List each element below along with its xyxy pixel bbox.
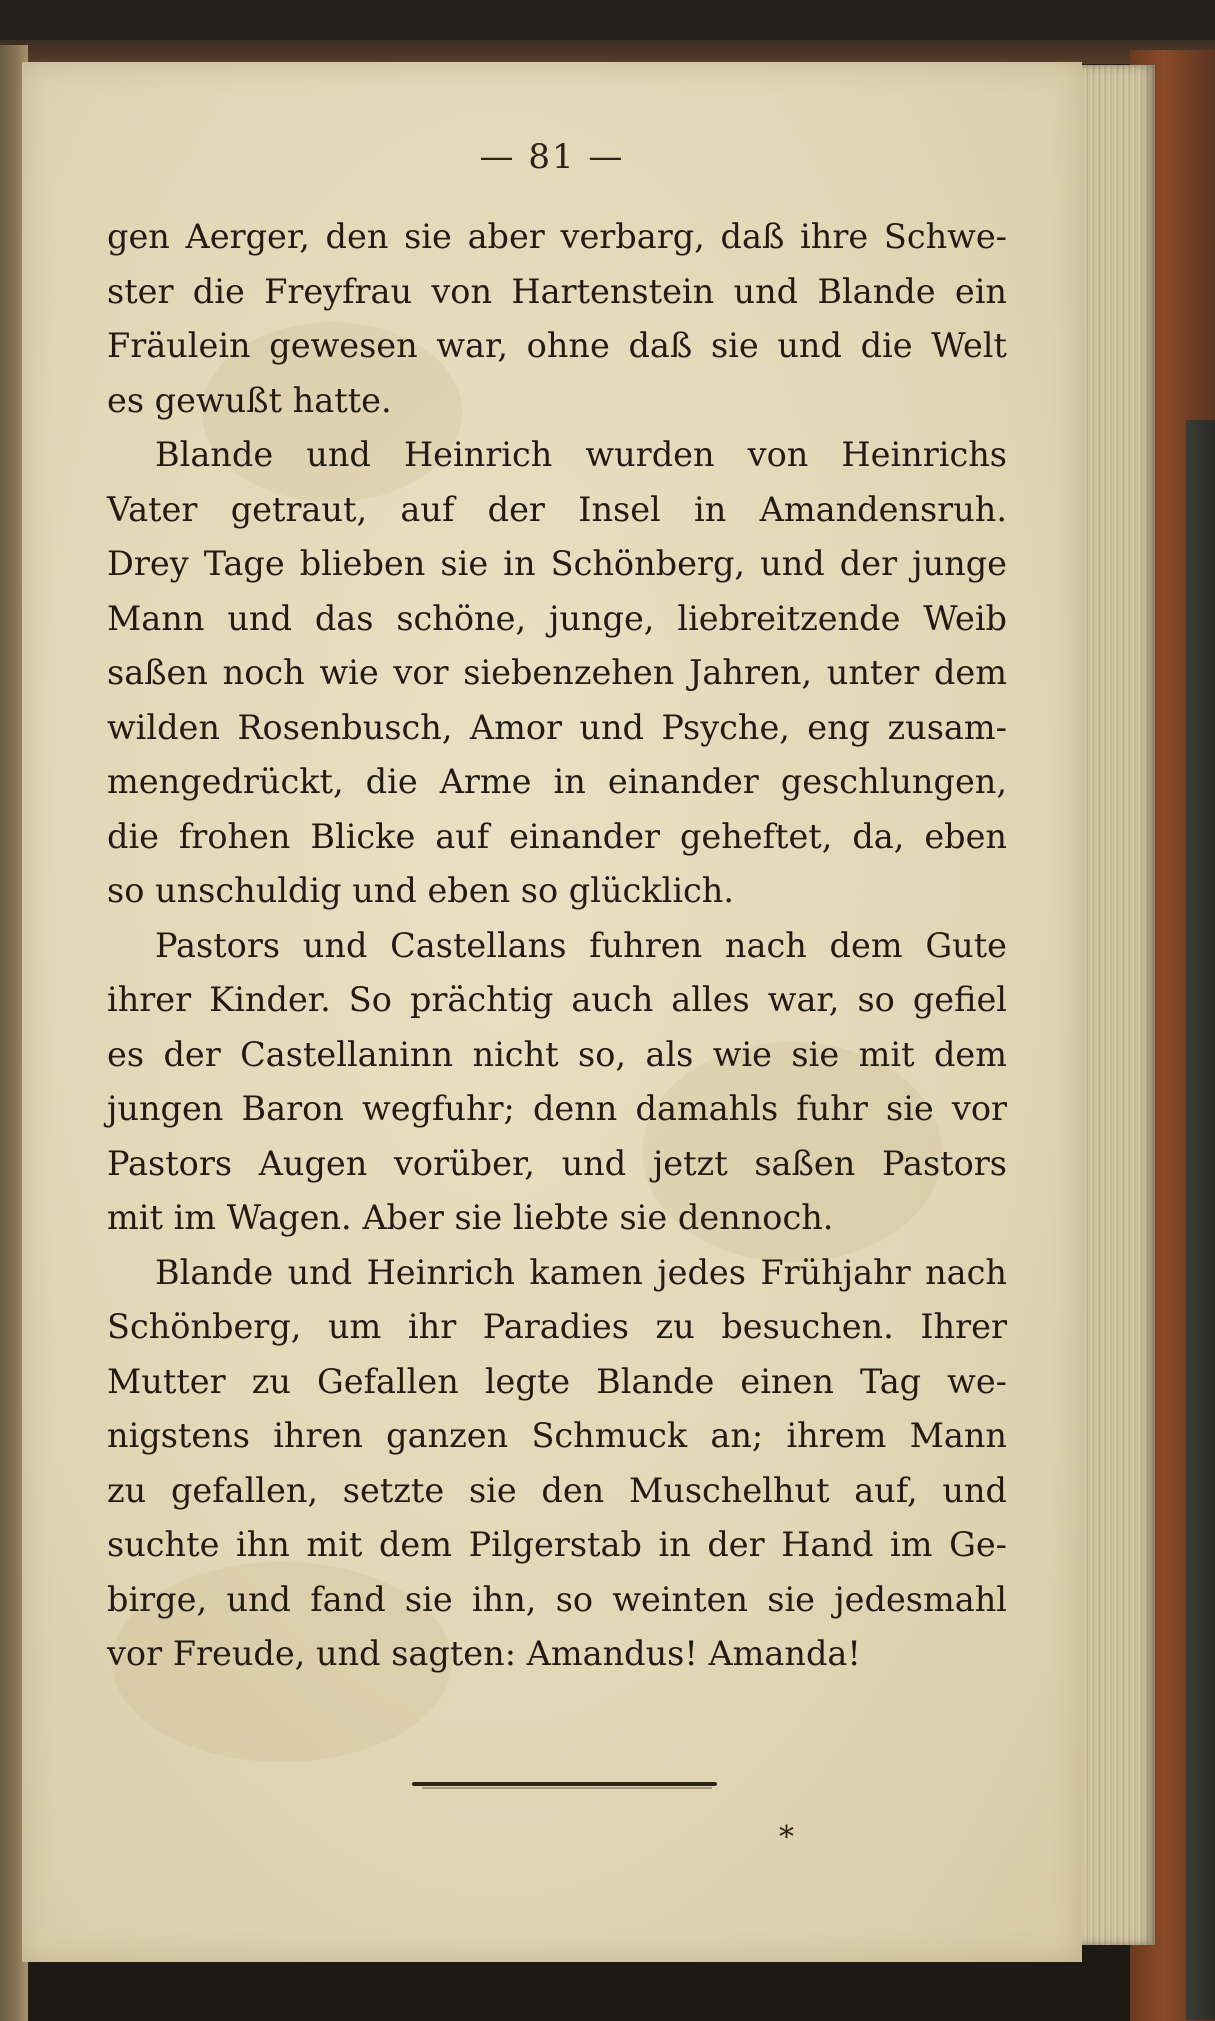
text-line: nigstens ihren ganzen Schmuck an; ihrem Mann: [107, 1416, 1007, 1455]
paragraph-2: [107, 428, 1007, 919]
text-line: Pastors und Castellans fuhren nach dem Gute: [155, 925, 1007, 965]
text-line: birge, und fand sie ihn, so weinten sie jedesmahl: [107, 1579, 1007, 1619]
text-line: mengedrückt, die Arme in einander geschlungen,: [107, 762, 1007, 801]
text-line: Blande und Heinrich kamen jedes Frühjahr nach: [155, 1252, 1007, 1292]
book-cover-marbled-edge: [1186, 420, 1215, 2020]
text-line: vor Freude, und sagten: Amandus! Amanda!: [107, 1634, 861, 1673]
text-line: es der Castellaninn nicht so, als wie sie mit dem: [107, 1034, 1007, 1074]
text-line: ster die Freyfrau von Hartenstein und Blande ein: [107, 271, 1007, 311]
text-line: wilden Rosenbusch, Amor und Psyche, eng zusam-: [107, 707, 1007, 747]
page-number: — 81 —: [479, 137, 625, 177]
book-cover-top-edge: [0, 40, 1215, 64]
text-line: es gewußt hatte.: [107, 380, 392, 420]
paragraph-3: [107, 919, 1007, 1246]
end-rule: [412, 1782, 717, 1786]
text-line: die frohen Blicke auf einander geheftet, da, eben: [107, 816, 1007, 856]
text-line: ihrer Kinder. So prächtig auch alles war, so gefiel: [107, 980, 1007, 1019]
text-line: Schönberg, um ihr Paradies zu besuchen. Ihrer: [107, 1307, 1007, 1346]
text-line: Drey Tage blieben sie in Schönberg, und der junge: [107, 544, 1007, 583]
text-line: saßen noch wie vor siebenzehen Jahren, unter dem: [107, 653, 1007, 692]
text-line: so unschuldig und eben so glücklich.: [107, 871, 735, 910]
body-text: [107, 210, 1007, 1682]
paragraph-4: [107, 1246, 1007, 1682]
text-line: Blande und Heinrich wurden von Heinrichs: [155, 435, 1007, 474]
text-line: gen Aerger, den sie aber verbarg, daß ihre Schwe-: [107, 217, 1007, 256]
paragraph-1: [107, 210, 1007, 428]
text-line: Fräulein gewesen war, ohne daß sie und die Welt: [107, 326, 1007, 365]
text-line: Vater getraut, auf der Insel in Amandensruh.: [107, 489, 1007, 529]
text-line: Mann und das schöne, junge, liebreitzende Weib: [107, 598, 1007, 638]
signature-mark: *: [779, 1820, 794, 1855]
text-line: zu gefallen, setzte sie den Muschelhut auf, und: [107, 1470, 1007, 1510]
text-line: mit im Wagen. Aber sie liebte sie dennoch.: [107, 1198, 834, 1237]
text-line: jungen Baron wegfuhr; denn damahls fuhr sie vor: [107, 1089, 1007, 1128]
text-line: Pastors Augen vorüber, und jetzt saßen Pastors: [107, 1143, 1007, 1183]
text-line: suchte ihn mit dem Pilgerstab in der Hand im Ge-: [107, 1525, 1007, 1564]
text-line: Mutter zu Gefallen legte Blande einen Tag we-: [107, 1361, 1007, 1401]
book-page: [22, 62, 1082, 1962]
end-rule-shadow: [422, 1787, 712, 1789]
